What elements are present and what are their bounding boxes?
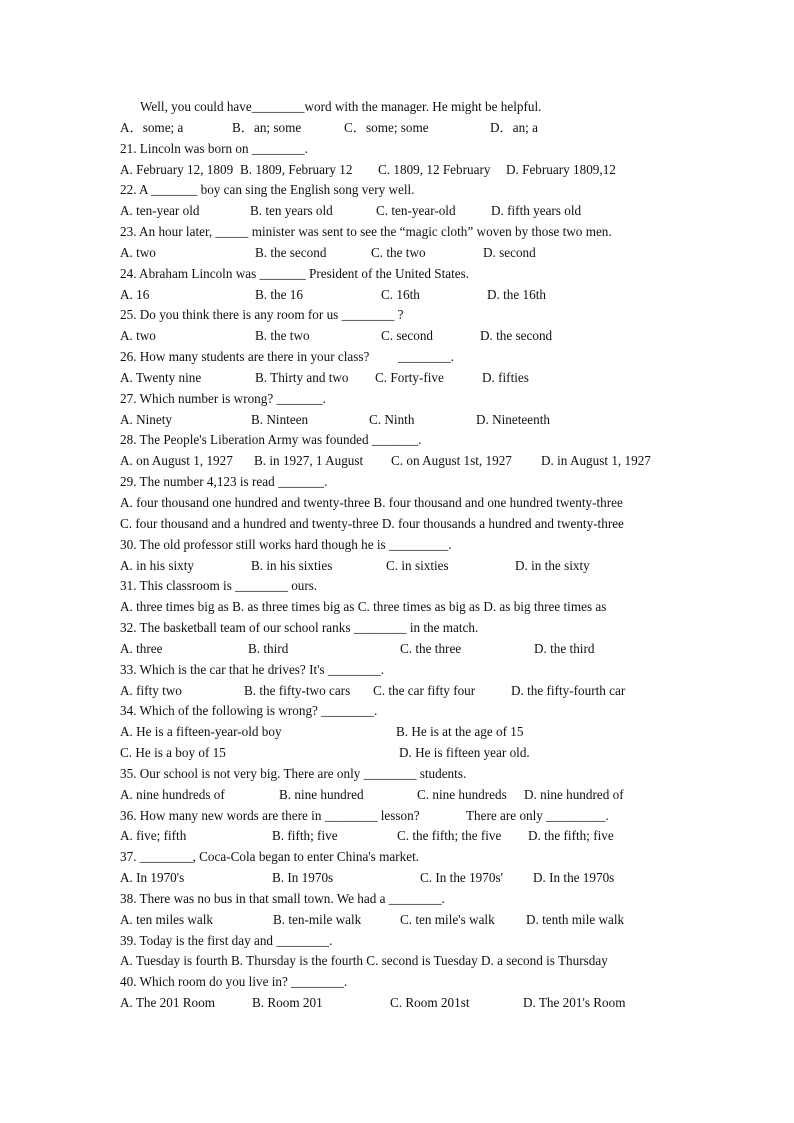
question-line <box>120 493 680 513</box>
question-text: 23. An hour later, _____ minister was sent to see the “magic cloth” woven by those two men. <box>120 224 612 239</box>
answer-option: D. in August 1, 1927 <box>541 453 651 469</box>
answer-options-row <box>120 743 680 763</box>
answer-option: B. nine hundred <box>279 786 364 802</box>
question-line <box>120 514 680 534</box>
answer-option: A. Twenty nine <box>120 369 202 385</box>
answer-options-row <box>120 285 680 305</box>
answer-option: A. 16 <box>120 286 150 302</box>
answer-option: D. the third <box>534 640 595 656</box>
question-text: 29. The number 4,123 is read _______. <box>120 474 328 490</box>
answer-options-row <box>120 201 680 221</box>
answer-option: B. 1809, February 12 <box>240 161 353 177</box>
answer-option: D. the fifty-fourth car <box>511 682 626 698</box>
answer-option: A. three <box>120 640 163 656</box>
answer-option: C. He is a boy of 15 <box>120 745 226 760</box>
question-text: 28. The People's Liberation Army was founded _______. <box>120 432 422 448</box>
answer-option: B. Ninteen <box>251 411 309 427</box>
answer-option: D. fifties <box>482 369 529 385</box>
answer-option: C. 1809, 12 February <box>378 161 491 177</box>
answer-option: A. February 12, 1809 <box>120 161 234 177</box>
answer-option: A. In 1970's <box>120 870 185 886</box>
question-line <box>120 389 680 409</box>
question-text: 38. There was no bus in that small town. We had a ________. <box>120 890 445 906</box>
answer-option: A. He is a fifteen-year-old boy <box>120 724 282 740</box>
answer-option: B. In 1970s <box>272 870 334 886</box>
answer-option: C. four thousand and a hundred and twenty-three D. four thousands a hundred and twenty-three <box>120 515 624 531</box>
answer-option: C. the two <box>371 244 426 260</box>
answer-option: D. the fifth; five <box>528 828 614 844</box>
answer-option: C. In the 1970s' <box>420 870 503 886</box>
answer-option: B. the fifty-two cars <box>244 682 351 698</box>
question-text: 33. Which is the car that he drives? It's ________. <box>120 661 384 677</box>
answer-option: D. tenth mile walk <box>526 911 625 927</box>
question-text: 35. Our school is not very big. There are only ________ students. <box>120 765 467 781</box>
question-line <box>120 889 680 909</box>
question-text: ________. <box>398 349 455 365</box>
answer-option: A. ten-year old <box>120 203 200 219</box>
answer-option: D. the 16th <box>487 286 546 302</box>
question-line <box>120 764 680 784</box>
question-text: 21. Lincoln was born on ________. <box>120 140 308 156</box>
answer-option: C. Ninth <box>369 411 415 427</box>
answer-option: A．some; a <box>120 119 184 135</box>
question-text: 25. Do you think there is any room for us ________ ? <box>120 307 404 323</box>
answer-option: A. on August 1, 1927 <box>120 453 233 469</box>
answer-options-row <box>120 160 680 180</box>
question-line <box>120 931 680 951</box>
question-line <box>120 139 680 159</box>
answer-option: B. the two <box>255 328 310 344</box>
question-text: 26. How many students are there in your class? <box>120 349 370 365</box>
question-line <box>120 618 680 638</box>
question-line <box>120 180 680 200</box>
answer-option: C. in sixties <box>386 557 449 573</box>
answer-option: C. the three <box>400 640 462 656</box>
answer-option: C. Room 201st <box>390 995 470 1011</box>
answer-option: B. He is at the age of 15 <box>396 724 524 740</box>
answer-option: A. five; fifth <box>120 828 187 844</box>
answer-option: D. fifth years old <box>491 203 582 219</box>
question-line <box>120 660 680 680</box>
question-text: 39. Today is the first day and ________. <box>120 932 333 948</box>
answer-option: D. The 201's Room <box>523 995 626 1011</box>
answer-option: C. on August 1st, 1927 <box>391 453 512 469</box>
question-line <box>120 806 680 826</box>
answer-option: A. in his sixty <box>120 557 195 573</box>
answer-option: A. ten miles walk <box>120 911 214 927</box>
question-text: 36. How many new words are there in ________ lesson? <box>120 807 420 823</box>
question-text: 24. Abraham Lincoln was _______ President of the United States. <box>120 265 470 281</box>
answer-options-row <box>120 868 680 888</box>
answer-options-row <box>120 556 680 576</box>
answer-option: A. three times big as B. as three times big as C. three times as big as D. as big three times as <box>120 599 607 615</box>
answer-option: A. fifty two <box>120 682 182 698</box>
answer-option: A. four thousand one hundred and twenty-three B. four thousand and one hundred twenty-three <box>120 495 623 510</box>
answer-option: B. ten-mile walk <box>273 911 362 927</box>
answer-option: D. Nineteenth <box>476 411 550 427</box>
answer-option: A. nine hundreds of <box>120 786 225 802</box>
answer-option: D. the second <box>480 328 553 344</box>
question-line <box>120 97 680 117</box>
answer-options-row <box>120 722 680 742</box>
question-line <box>120 847 680 867</box>
answer-options-row <box>120 681 680 701</box>
answer-options-row <box>120 118 680 138</box>
answer-option: B. the second <box>255 244 327 260</box>
answer-options-row <box>120 639 680 659</box>
answer-option: A. two <box>120 328 156 344</box>
answer-options-row <box>120 826 680 846</box>
question-line <box>120 305 680 325</box>
question-line <box>120 576 680 596</box>
question-text: 37. ________, Coca-Cola began to enter China's market. <box>120 849 420 865</box>
question-line <box>120 347 680 367</box>
question-line <box>120 222 680 242</box>
answer-option: A. The 201 Room <box>120 995 215 1011</box>
question-line <box>120 430 680 450</box>
answer-options-row <box>120 993 680 1013</box>
question-line <box>120 972 680 992</box>
answer-options-row <box>120 910 680 930</box>
answer-option: C. 16th <box>381 286 420 302</box>
question-text: 34. Which of the following is wrong? ________. <box>120 703 378 719</box>
answer-option: D. nine hundred of <box>524 786 624 802</box>
question-text: There are only _________. <box>466 807 609 823</box>
answer-option: B．an; some <box>232 119 302 135</box>
question-line <box>120 951 680 971</box>
answer-option: A. Ninety <box>120 411 173 427</box>
answer-option: D. in the sixty <box>515 557 590 573</box>
question-text: 22. A _______ boy can sing the English song very well. <box>120 182 415 198</box>
answer-option: D．an; a <box>490 119 538 135</box>
question-text: 40. Which room do you live in? ________. <box>120 974 348 990</box>
answer-option: B. the 16 <box>255 286 303 302</box>
answer-option: D. second <box>483 244 536 260</box>
answer-option: B. Room 201 <box>252 995 323 1011</box>
answer-option: B. third <box>248 640 289 656</box>
answer-option: B. in 1927, 1 August <box>254 453 364 469</box>
answer-options-row <box>120 326 680 346</box>
answer-option: C. nine hundreds <box>417 786 507 802</box>
answer-option: D. In the 1970s <box>533 870 615 886</box>
answer-options-row <box>120 451 680 471</box>
answer-option: D. He is fifteen year old. <box>399 745 530 760</box>
question-line <box>120 535 680 555</box>
answer-option: C. the car fifty four <box>373 682 476 698</box>
question-line <box>120 264 680 284</box>
answer-options-row <box>120 368 680 388</box>
question-text: 32. The basketball team of our school ranks ________ in the match. <box>120 620 479 635</box>
answer-option: C. Forty-five <box>375 369 444 385</box>
answer-option: A. Tuesday is fourth B. Thursday is the fourth C. second is Tuesday D. a second is Thursday <box>120 953 608 969</box>
answer-option: D. February 1809,12 <box>506 161 616 177</box>
answer-option: B. Thirty and two <box>255 369 349 385</box>
question-text: Well, you could have________word with the manager. He might be helpful. <box>140 99 542 114</box>
answer-option: C. ten-year-old <box>376 203 456 219</box>
answer-option: B. ten years old <box>250 203 333 219</box>
answer-option: B. fifth; five <box>272 828 338 844</box>
question-text: 31. This classroom is ________ ours. <box>120 578 318 594</box>
question-text: 27. Which number is wrong? _______. <box>120 390 326 406</box>
answer-options-row <box>120 243 680 263</box>
question-text: 30. The old professor still works hard though he is _________. <box>120 536 452 552</box>
question-line <box>120 472 680 492</box>
answer-options-row <box>120 410 680 430</box>
answer-option: C. ten mile's walk <box>400 911 495 927</box>
answer-option: C. second <box>381 328 434 344</box>
answer-option: C．some; some <box>344 119 429 135</box>
answer-option: A. two <box>120 244 156 260</box>
answer-option: C. the fifth; the five <box>397 828 502 844</box>
answer-option: B. in his sixties <box>251 557 333 573</box>
answer-options-row <box>120 785 680 805</box>
question-line <box>120 701 680 721</box>
question-line <box>120 597 680 617</box>
